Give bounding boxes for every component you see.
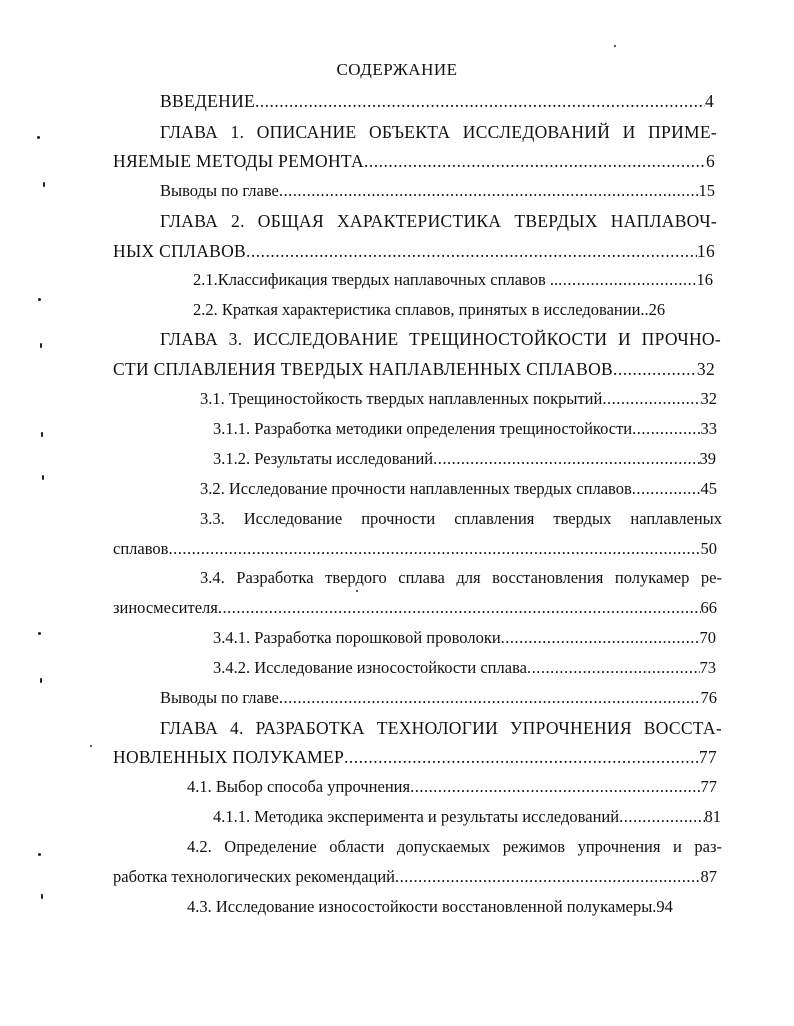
toc-chapter-1-heading: ГЛАВА 1. ОПИСАНИЕ ОБЪЕКТА ИССЛЕДОВАНИЙ И ПРИМЕ-: [160, 122, 717, 142]
toc-entry-3-3-cont: [113, 538, 717, 560]
toc-chapter-3-heading: ГЛАВА 3. ИССЛЕДОВАНИЕ ТРЕЩИНОСТОЙКОСТИ И ПРОЧНО-: [160, 329, 721, 349]
dot-leader: [602, 388, 700, 410]
scan-speck: [90, 745, 92, 747]
toc-entry-text: ВВЕДЕНИЕ.: [160, 91, 260, 111]
toc-entry-4-1: [187, 776, 717, 798]
toc-entry-4-3: 4.3. Исследование износостойкости восстановленной полукамеры.94: [187, 897, 673, 916]
dot-leader: [218, 597, 701, 619]
dot-leader: [619, 806, 704, 828]
scan-speck: [37, 136, 40, 139]
scan-speck: [38, 632, 41, 635]
toc-page-number: 77: [700, 777, 717, 796]
toc-page-number: 32: [696, 359, 715, 379]
toc-entry-text: Выводы по главе: [160, 688, 279, 707]
toc-entry-text: 3.1.1. Разработка методики определения трещиностойкости: [213, 419, 633, 438]
dot-leader: [501, 627, 700, 649]
toc-page-number: 4: [704, 91, 714, 111]
toc-page-number: 76: [700, 688, 717, 707]
toc-entry-3-2: [200, 478, 717, 500]
dot-leader: [279, 180, 699, 202]
toc-page-number: 81: [704, 807, 721, 826]
toc-entry-text: 3.1. Трещиностойкость твердых наплавленных покрытий: [200, 389, 603, 408]
toc-entry-text: СТИ СПЛАВЛЕНИЯ ТВЕРДЫХ НАПЛАВЛЕННЫХ СПЛАВОВ: [113, 359, 613, 379]
toc-chapter-2-heading: ГЛАВА 2. ОБЩАЯ ХАРАКТЕРИСТИКА ТВЕРДЫХ НАПЛАВОЧ-: [160, 211, 717, 231]
toc-entry-text: Выводы по главе: [160, 181, 279, 200]
toc-page-number: 32: [700, 389, 717, 408]
toc-chapter-2-heading-cont: [113, 240, 715, 262]
toc-entry-3-4: 3.4. Разработка твердого сплава для восстановления полукамер ре-: [200, 568, 722, 587]
toc-chapter-1-heading-cont: [113, 150, 715, 172]
toc-page-number: 73: [699, 658, 716, 677]
toc-entry-chapter-3-conclusions: [160, 687, 717, 709]
toc-entry-3-3: 3.3. Исследование прочности сплавления твердых наплавленых: [200, 509, 722, 528]
toc-entry-4-1-1: [213, 806, 721, 828]
scan-speck: [356, 590, 358, 592]
toc-entry-introduction: [160, 90, 714, 112]
toc-entry-3-1-1: [213, 418, 717, 440]
toc-entry-2-2: 2.2. Краткая характеристика сплавов, принятых в исследовании..26: [193, 300, 666, 319]
toc-entry-4-2: 4.2. Определение области допускаемых режимов упрочнения и раз-: [187, 837, 722, 856]
dot-leader: [279, 687, 701, 709]
scan-speck: [40, 678, 42, 683]
toc-page-number: 70: [699, 628, 716, 647]
dot-leader: [632, 478, 701, 500]
toc-entry-text: 2.1.Классификация твердых наплавочных сплавов ..: [193, 270, 559, 289]
toc-entry-text: 4.1. Выбор способа упрочнения: [187, 777, 411, 796]
scan-speck: [38, 853, 41, 856]
scan-speck: [40, 343, 42, 348]
dot-leader: [410, 776, 700, 798]
toc-entry-text: НЯЕМЫЕ МЕТОДЫ РЕМОНТА: [113, 151, 364, 171]
scan-speck: [41, 894, 43, 899]
toc-entry-3-1: [200, 388, 717, 410]
toc-entry-text: работка технологических рекомендаций: [113, 867, 396, 886]
toc-page-number: 77: [698, 747, 717, 767]
toc-entry-text: зиносмесителя: [113, 598, 218, 617]
toc-page-number: 6: [705, 151, 715, 171]
toc-entry-text: сплавов: [113, 539, 169, 558]
dot-leader: [260, 90, 705, 112]
scan-speck: [614, 45, 616, 47]
toc-page-number: 87: [700, 867, 717, 886]
toc-page-number: 16: [696, 241, 715, 261]
dot-leader: [168, 538, 700, 560]
toc-entry-3-4-cont: [113, 597, 717, 619]
toc-page-number: 15: [698, 181, 715, 200]
dot-leader: [433, 448, 699, 470]
dot-leader: [527, 657, 700, 679]
toc-entry-text: 4.1.1. Методика эксперимента и результаты исследований: [213, 807, 620, 826]
toc-page-number: 16: [696, 270, 713, 289]
toc-entry-text: 3.4.1. Разработка порошковой проволоки: [213, 628, 501, 647]
toc-chapter-3-heading-cont: [113, 358, 715, 380]
toc-entry-text: 3.1.2. Результаты исследований: [213, 449, 434, 468]
toc-chapter-4-heading: ГЛАВА 4. РАЗРАБОТКА ТЕХНОЛОГИИ УПРОЧНЕНИЯ ВОССТА-: [160, 718, 722, 738]
dot-leader: [558, 269, 696, 291]
dot-leader: [344, 746, 699, 768]
toc-entry-2-1: [193, 269, 713, 291]
toc-entry-text: 3.4.2. Исследование износостойкости сплава: [213, 658, 527, 677]
dot-leader: [395, 866, 700, 888]
toc-entry-3-4-1: [213, 627, 716, 649]
toc-page-number: 50: [700, 539, 717, 558]
dot-leader: [632, 418, 700, 440]
toc-entry-chapter-1-conclusions: [160, 180, 715, 202]
scan-speck: [43, 182, 45, 187]
scan-speck: [41, 432, 43, 437]
toc-chapter-4-heading-cont: [113, 746, 717, 768]
scan-speck: [42, 475, 44, 480]
toc-page-number: 45: [700, 479, 717, 498]
page-title: СОДЕРЖАНИЕ: [336, 60, 458, 79]
toc-entry-3-4-2: [213, 657, 716, 679]
dot-leader: [246, 240, 697, 262]
dot-leader: [364, 150, 706, 172]
toc-entry-3-1-2: [213, 448, 716, 470]
scan-speck: [38, 298, 41, 301]
toc-page-number: 33: [700, 419, 717, 438]
dot-leader: [613, 358, 697, 380]
toc-page-number: 66: [700, 598, 717, 617]
toc-page-number: 39: [699, 449, 716, 468]
toc-entry-4-2-cont: [113, 866, 717, 888]
toc-entry-text: НОВЛЕННЫХ ПОЛУКАМЕР: [113, 747, 345, 767]
toc-entry-text: НЫХ СПЛАВОВ: [113, 241, 247, 261]
toc-entry-text: 3.2. Исследование прочности наплавленных твердых сплавов: [200, 479, 632, 498]
